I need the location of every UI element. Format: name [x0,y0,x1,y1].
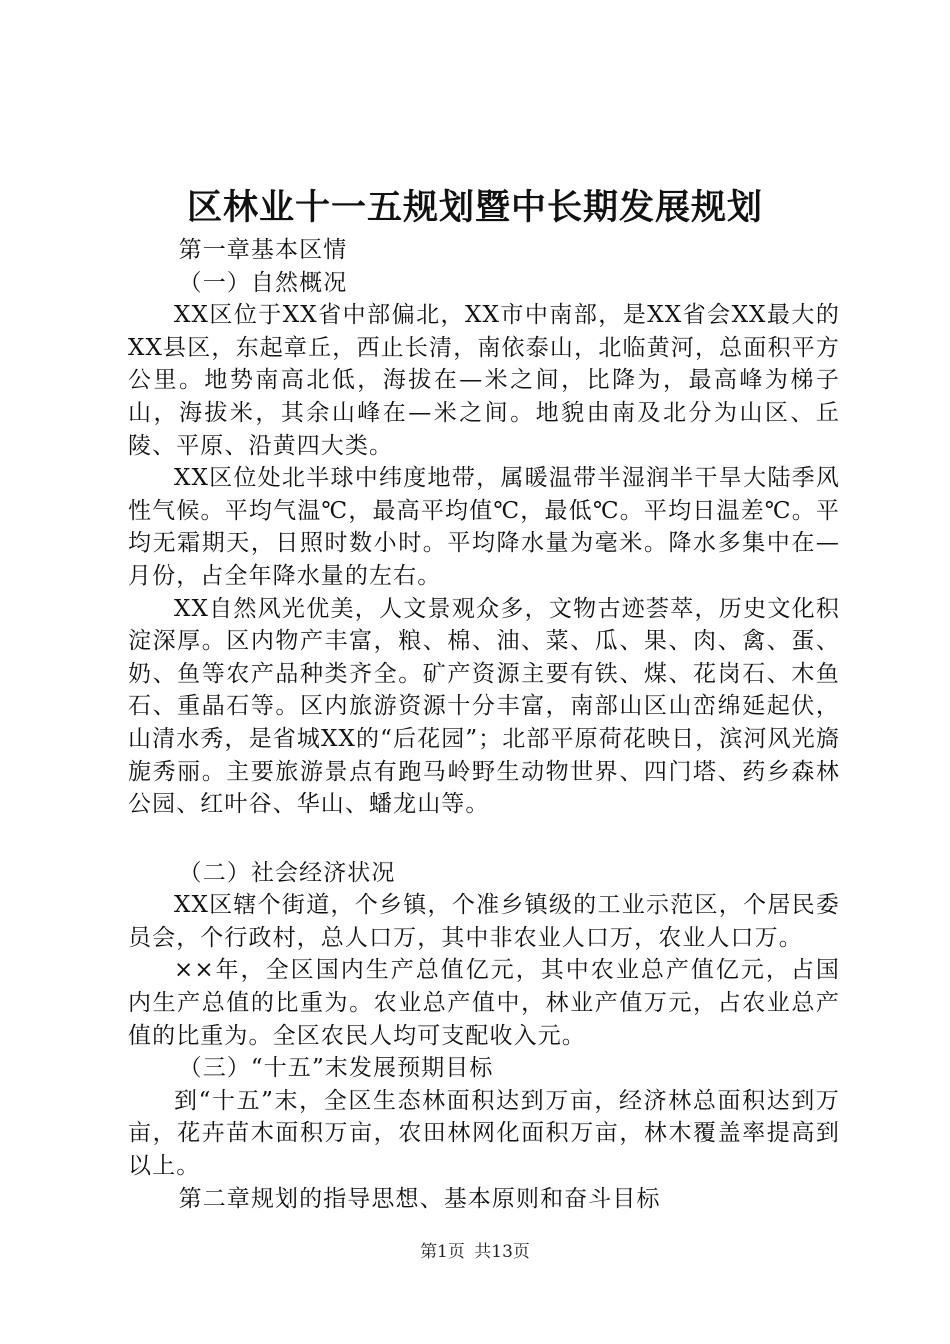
chapter-heading-1: 第一章基本区情 [178,237,348,263]
page-number: 第1页 [420,1242,465,1262]
paragraph-targets: 到“十五”末，全区生态林面积达到万亩，经济林总面积达到万亩，花卉苗木面积万亩，农田林网化面积万亩，林木覆盖率提高到以上。 [128,1087,840,1180]
document-body [128,234,840,1215]
paragraph-location: XX区位于XX省中部偏北，XX市中南部，是XX省会XX最大的XX县区，东起章丘，西止长清，南依泰山，北临黄河，总面积平方公里。地势南高北低，海拔在—米之间，比降为，最高峰为梯子山，海拔米，其余山峰在—米之间。地貌由南及北分为山区、丘陵、平原、沿黄四大类。 [128,302,840,459]
paragraph-gdp: ××年，全区国内生产总值亿元，其中农业总产值亿元，占国内生产总值的比重为。农业总产值中，林业产值万元，占农业总产值的比重为。全区农民人均可支配收入元。 [128,957,840,1049]
page-title: 区林业十一五规划暨中长期发展规划 [186,187,763,228]
section-heading-economy: （二）社会经济状况 [178,859,396,886]
paragraph-administration: XX区辖个街道，个乡镇，个准乡镇级的工业示范区，个居民委员会，个行政村，总人口万，其中非农业人口万，农业人口万。 [128,892,840,951]
page-total: 共13页 [474,1242,530,1262]
chapter-heading-2: 第二章规划的指导思想、基本原则和奋斗目标 [178,1185,661,1212]
page-footer [0,1240,950,1264]
paragraph-climate: XX区位处北半球中纬度地带，属暖温带半湿润半干旱大陆季风性气候。平均气温℃，最高平均值℃，最低℃。平均日温差℃。平均无霜期天，日照时数小时。平均降水量为毫米。降水多集中在—月份，占全年降水量的左右。 [128,465,840,589]
section-heading-targets: （三）“十五”末发展预期目标 [178,1055,494,1082]
paragraph-scenery: XX自然风光优美，人文景观众多，文物古迹荟萃，历史文化积淀深厚。区内物产丰富，粮、棉、油、菜、瓜、果、肉、禽、蛋、奶、鱼等农产品种类齐全。矿产资源主要有铁、煤、花岗石、木鱼石、重晶石等。区内旅游资源十分丰富，南部山区山峦绵延起伏，山清水秀，是省城XX的“后花园”；北部平原荷花映日，滨河风光旖旎秀丽。主要旅游景点有跑马岭野生动物世界、四门塔、药乡森林公园、红叶谷、华山、蟠龙山等。 [128,595,840,818]
section-heading-natural: （一）自然概况 [178,269,348,296]
